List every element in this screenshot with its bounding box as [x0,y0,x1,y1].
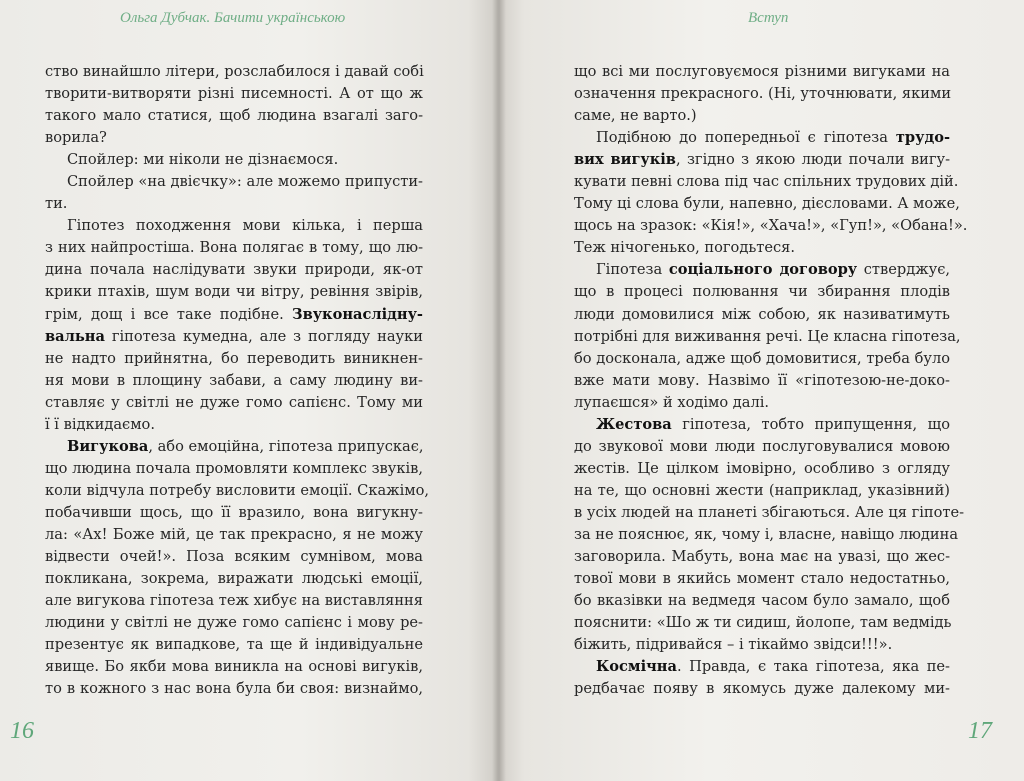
text-run: бо досконала, адже щоб домовитися, треба було [574,349,950,367]
text-line [574,480,950,502]
text-run: не надто прийнятна, бо переводить виникнен- [45,349,423,367]
page-number-17: 17 [968,718,992,744]
text-line [574,458,950,480]
text-run: . Правда, є така гіпотеза, яка пе- [676,658,950,676]
text-run: такого мало статися, щоб людина взагалі заго- [45,107,423,125]
text-run: що всі ми послуговуємося різними вигуками на [574,63,950,80]
text-run: бо вказівки на ведмедя часом було замало, щоб [574,592,950,610]
text-run: грім, дощ і все таке подібне. [45,305,293,323]
text-run: людини у світлі не дуже гомо сапієнс і мову ре- [45,614,423,632]
left-page [0,0,498,781]
text-run: покликана, зокрема, виражати людські емоції, [45,570,423,588]
text-line [45,568,423,590]
text-line [45,259,423,281]
text-line [45,502,423,524]
text-run: заговорила. Мабуть, вона має на увазі, що жес- [574,548,950,566]
text-run: дина почала наслідувати звуки природи, як-от [45,261,423,279]
left-page-body-text [45,61,430,700]
text-run: ла: «Ах! Боже мій, це так прекрасно, я не можу [45,525,423,543]
text-line [45,281,423,303]
text-line [45,171,423,193]
text-line [574,237,950,259]
text-run: жестів. Це цілком імовірно, особливо з огляду [574,459,950,477]
text-run: щось на зразок: «Кія!», «Хача!», «Гуп!», «Обана!». [574,217,968,235]
bold-term: Жестова [596,415,672,433]
text-line [45,193,423,215]
text-run: Тому ці слова були, напевно, дієсловами. А може, [574,195,960,213]
text-run: Теж нічогенько, погодьтеся. [574,239,796,257]
text-line [45,61,423,83]
text-run: ставляє у світлі не дуже гомо сапієнс. Тому ми [45,393,423,411]
text-line [45,348,423,370]
text-line [574,436,950,458]
text-line [574,61,950,83]
text-run: явище. Бо якби мова виникла на основі вигуків, [45,658,423,676]
text-run: люди домовилися між собою, як називатимуть [574,305,950,323]
text-line [574,281,950,303]
bold-term: Звуконаслідну- [292,305,423,323]
text-line [45,215,423,237]
text-line [574,656,950,678]
text-run: означення прекрасного. (Ні, уточнювати, якими [574,85,952,103]
bold-term: Космічна [596,658,677,676]
text-run: ство винайшло літери, розслабилося і давай собі [45,63,424,80]
right-page [498,0,1024,781]
text-line [45,105,423,127]
text-run: але вигукова гіпотеза теж хибує на виставляння [45,592,423,610]
text-line [574,546,950,568]
text-run: ти. [45,195,68,213]
text-line [45,546,423,568]
book-gutter-shadow [492,0,506,781]
text-line [45,612,423,634]
text-run: ня мови в площину забави, а саму людину ви- [45,371,423,389]
text-run: гіпотеза кумедна, але з погляду науки [104,327,423,345]
text-run: Спойлер: ми ніколи не дізнаємося. [67,151,339,169]
text-line [574,414,950,436]
text-line [45,414,423,436]
text-run: тової мови в якийсь момент стало недостатньо, [574,570,950,588]
text-line [45,127,423,149]
text-line [574,370,950,392]
text-line [574,127,950,149]
bold-term: вих вигуків [574,151,676,169]
text-line [45,524,423,546]
text-line [574,590,950,612]
text-line [45,480,430,502]
text-run: біжить, підривайся – і тікаймо звідси!!!». [574,636,893,654]
text-line [574,149,950,171]
text-run: , або емоційна, гіпотеза припускає, [148,437,424,455]
text-line [574,304,950,326]
text-line [574,568,950,590]
text-line [574,83,950,105]
text-run: що в процесі полювання чи збирання плодів [574,283,950,301]
text-run: Спойлер «на двієчку»: але можемо припусти- [67,173,423,191]
page-number-16: 16 [10,718,34,744]
text-run: побачивши щось, що її вразило, вона вигукну- [45,503,423,521]
text-run: Гіпотеза [596,261,669,279]
text-line [45,237,423,259]
text-line [574,171,959,193]
text-line [45,458,423,480]
text-run: ворила? [45,129,107,147]
text-run: кувати певні слова під час спільних трудових дій. [574,173,959,191]
text-line [574,326,961,348]
text-run: за не пояснює, як, чому і, власне, навіщо людина [574,525,959,543]
text-run: вже мати мову. Назвімо її «гіпотезою-не-доко- [574,371,950,389]
text-run: редбачає появу в якомусь дуже далекому ми- [574,680,950,698]
text-line [45,149,423,171]
text-line [574,524,959,546]
text-line [574,634,950,656]
text-run: то в кожного з нас вона була би своя: визнаймо, [45,680,423,698]
bold-term: трудо- [895,129,950,147]
text-run: саме, не варто.) [574,107,697,125]
text-line [45,304,423,326]
running-head-author-title: Ольга Дубчак. Бачити українською [120,10,346,26]
text-line [574,612,950,634]
bold-term: соціального договору [668,261,858,279]
text-line [45,83,423,105]
text-run: на те, що основні жести (наприклад, указівний) [574,481,950,499]
text-run: презентує як випадкове, та ще й індивідуальне [45,636,423,654]
text-line [574,392,950,414]
text-line [45,370,423,392]
right-page-body-text [574,61,968,700]
text-run: лупаєшся» й ходімо далі. [574,393,770,411]
bold-term: Вигукова [67,437,149,455]
text-run: пояснити: «Шо ж ти сидиш, йолопе, там ведмідь [574,614,952,632]
text-run: крики птахів, шум води чи вітру, ревіння звірів, [45,283,423,301]
text-run: творити-витворяти різні писемності. А от що ж [45,85,423,103]
text-line [45,678,423,700]
text-line [574,502,965,524]
text-line [574,105,950,127]
bold-term: вальна [45,327,105,345]
text-line [45,634,423,656]
text-run: стверджує, [857,261,951,279]
text-run: в усіх людей на планеті збігаються. Але ця гіпоте- [574,503,965,521]
text-run: Подібною до попередньої є гіпотеза [596,129,896,147]
text-run: відвести очей!». Поза всяким сумнівом, мова [45,548,423,566]
text-run: що людина почала промовляти комплекс звуків, [45,459,423,477]
text-run: потрібні для виживання речі. Це класна гіпотеза, [574,327,961,345]
text-run: Гіпотез походження мови кілька, і перша [67,217,423,235]
text-line [574,348,950,370]
text-line [45,656,423,678]
text-line [45,590,423,612]
text-run: , згідно з якою люди почали вигу- [675,151,950,169]
text-line [574,259,950,281]
text-run: з них найпростіша. Вона полягає в тому, що лю- [45,239,423,257]
text-run: ї ї відкидаємо. [45,415,155,433]
text-line [574,193,960,215]
text-line [45,326,423,348]
text-run: гіпотеза, тобто припущення, що [671,415,950,433]
text-run: коли відчула потребу висловити емоції. Скажімо, [45,481,430,499]
text-line [574,678,950,700]
text-line [45,436,423,458]
text-line [574,215,968,237]
running-head-section: Вступ [748,10,789,26]
text-run: до звукової мови люди послуговувалися мовою [574,437,950,455]
text-line [45,392,423,414]
